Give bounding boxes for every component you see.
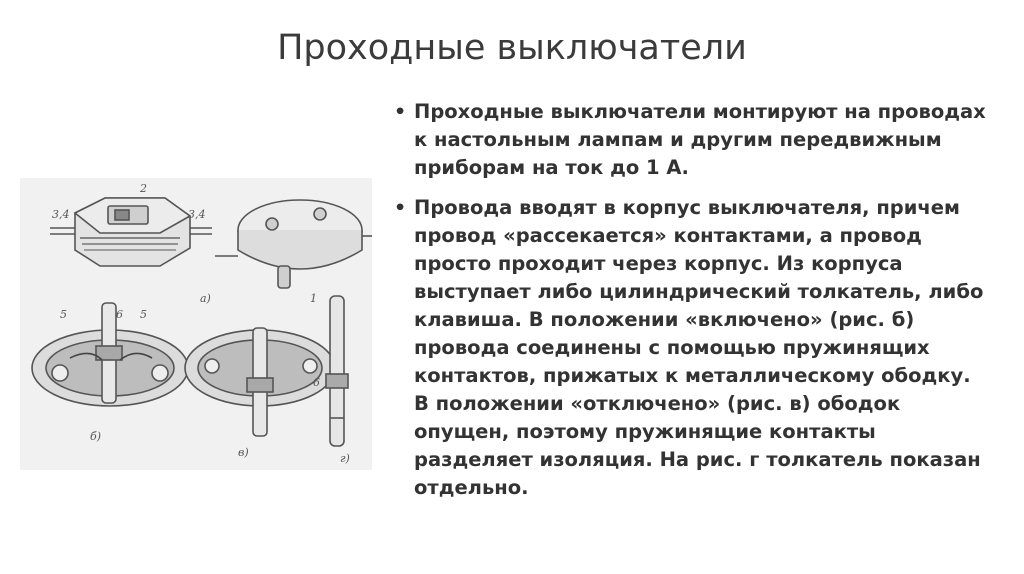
label-a: а) bbox=[200, 292, 211, 305]
label-5-right: 5 bbox=[140, 308, 147, 321]
bullet-list bbox=[392, 98, 992, 514]
label-34-right: 3,4 bbox=[188, 208, 206, 221]
label-34-left: 3,4 bbox=[52, 208, 70, 221]
label-6-g: 6 bbox=[313, 376, 320, 389]
label-v: в) bbox=[238, 446, 249, 459]
switch-drawing bbox=[20, 178, 372, 470]
switch-illustration bbox=[20, 178, 372, 470]
bullet-item bbox=[392, 98, 992, 182]
switch-g-pusher bbox=[326, 296, 348, 446]
bullet-marker: • bbox=[394, 197, 407, 219]
switch-b-on bbox=[32, 303, 188, 406]
bullet-text: Проходные выключатели монтируют на проводах к настольным лампам и другим передвижным приборам на ток до 1 А. bbox=[414, 100, 986, 179]
label-5-left: 5 bbox=[60, 308, 67, 321]
label-1: 1 bbox=[310, 292, 317, 305]
bullet-marker: • bbox=[394, 101, 407, 123]
switch-a-pusher-type bbox=[215, 200, 372, 288]
slide-title: Проходные выключатели bbox=[277, 28, 747, 68]
label-6: 6 bbox=[116, 308, 123, 321]
label-b: б) bbox=[90, 430, 102, 443]
label-2: 2 bbox=[140, 182, 147, 195]
bullet-text: Провода вводят в корпус выключателя, причем провод «рассекается» контактами, а провод просто проходит через корпус. Из корпуса выступает либо цилиндрический толкатель, либо клавиша. В положении «включено» (рис. б) провода соединены с помощью пружинящих контактов, прижатых к металлическому ободку. В положении «отключено» (рис. в) ободок опущен, поэтому пружинящие контакты разделяет изоляция. На рис. г толкатель показан отдельно. bbox=[414, 196, 984, 499]
label-g: г) bbox=[340, 452, 350, 465]
bullet-item bbox=[392, 194, 992, 502]
